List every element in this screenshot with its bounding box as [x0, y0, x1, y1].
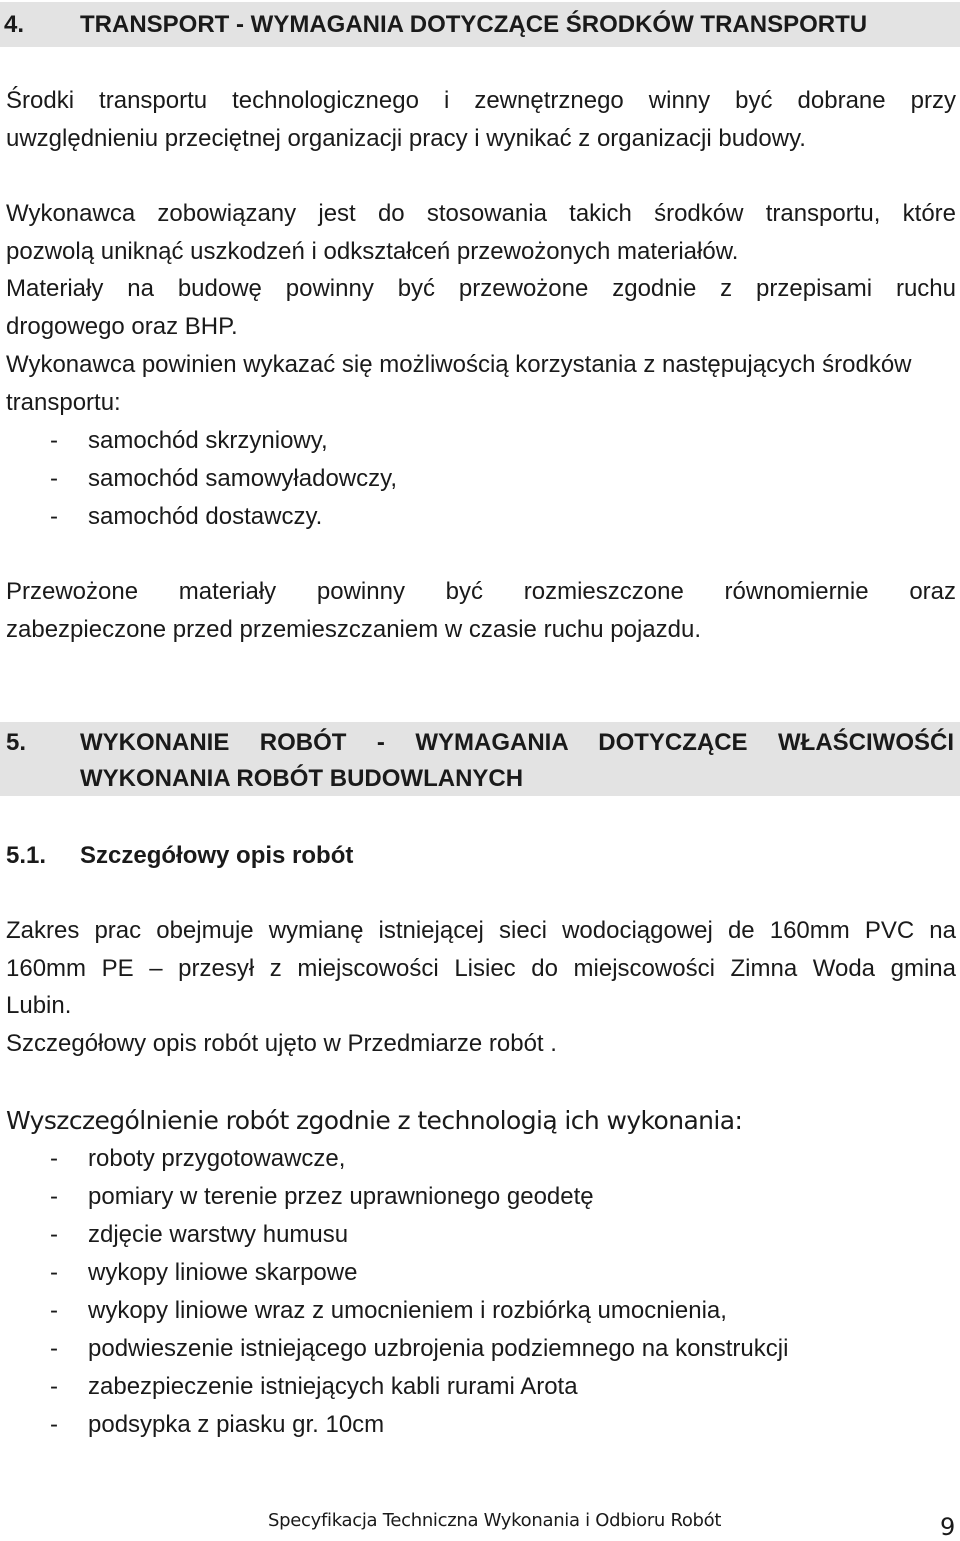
paragraph-line: Przewożone materiały powinny być rozmieszczone równomiernie oraz — [6, 578, 956, 605]
paragraph-line: Szczegółowy opis robót ujęto w Przedmiarze robót . — [6, 1029, 557, 1057]
transport-list — [6, 422, 397, 536]
list-item: - wykopy liniowe wraz z umocnieniem i rozbiórką umocnienia, — [50, 1297, 727, 1324]
paragraph-transport-options — [6, 346, 956, 421]
paragraph-transport-means — [6, 82, 956, 157]
list-item: - podsypka z piasku gr. 10cm — [50, 1411, 385, 1438]
paragraph-materials-transport — [6, 270, 956, 345]
list-item: - zabezpieczenie istniejących kabli rurami Arota — [50, 1373, 578, 1400]
paragraph-line: Wykonawca powinien wykazać się możliwością korzystania z następujących środków — [6, 351, 912, 378]
list-item: - roboty przygotowawcze, — [50, 1145, 346, 1172]
paragraph-line: Zakres prac obejmuje wymianę istniejącej sieci wodociągowej de 160mm PVC na — [6, 917, 956, 944]
page-footer: Specyfikacja Techniczna Wykonania i Odbioru Robót — [268, 1510, 722, 1531]
paragraph-contractor-obligation — [6, 195, 956, 270]
paragraph-line: 160mm PE – przesył z miejscowości Lisiec do miejscowości Zimna Woda gmina — [6, 954, 956, 982]
section-5-title-line2: WYKONANIA ROBÓT BUDOWLANYCH — [80, 765, 524, 792]
paragraph-line: zabezpieczone przed przemieszczaniem w czasie ruchu pojazdu. — [6, 615, 702, 643]
list-item: - samochód skrzyniowy, — [50, 427, 328, 454]
paragraph-line: pozwolą uniknąć uszkodzeń i odkształceń przewożonych materiałów. — [6, 237, 739, 265]
section-5-1-title: Szczegółowy opis robót — [80, 842, 354, 869]
list-item: - pomiary w terenie przez uprawnionego geodetę — [50, 1183, 594, 1210]
paragraph-line: drogowego oraz BHP. — [6, 312, 238, 340]
section-4-title: TRANSPORT - WYMAGANIA DOTYCZĄCE ŚRODKÓW TRANSPORTU — [80, 11, 868, 38]
section-5-title-line1: WYKONANIE ROBÓT - WYMAGANIA DOTYCZĄCE WŁAŚCIWOŚĆI — [80, 729, 954, 756]
paragraph-line: Materiały na budowę powinny być przewożone zgodnie z przepisami ruchu — [6, 275, 956, 302]
list-item: - zdjęcie warstwy humusu — [50, 1221, 349, 1248]
paragraph-scope-of-work — [6, 912, 956, 1062]
list-item: - podwieszenie istniejącego uzbrojenia podziemnego na konstrukcji — [50, 1335, 789, 1362]
list-item: - wykopy liniowe skarpowe — [50, 1259, 358, 1286]
works-list-title: Wyszczególnienie robót zgodnie z technologią ich wykonania: — [6, 1106, 743, 1135]
paragraph-line: Wykonawca zobowiązany jest do stosowania takich środków transportu, które — [6, 200, 956, 227]
paragraph-load-distribution — [6, 573, 956, 648]
section-4-heading — [0, 2, 960, 47]
page-number: 9 — [940, 1513, 956, 1541]
paragraph-line: transportu: — [6, 388, 121, 416]
list-item: - samochód samowyładowczy, — [50, 465, 398, 492]
section-4-number: 4. — [4, 11, 25, 38]
section-5-1-number: 5.1. — [6, 842, 47, 869]
section-5-number: 5. — [6, 729, 27, 756]
paragraph-line: Lubin. — [6, 992, 72, 1019]
list-item: - samochód dostawczy. — [50, 503, 323, 530]
works-list — [6, 1140, 788, 1444]
paragraph-line: uwzględnieniu przeciętnej organizacji pracy i wynikać z organizacji budowy. — [6, 124, 806, 152]
section-5-heading — [0, 722, 960, 796]
paragraph-line: Środki transportu technologicznego i zewnętrznego winny być dobrane przy — [6, 87, 956, 114]
